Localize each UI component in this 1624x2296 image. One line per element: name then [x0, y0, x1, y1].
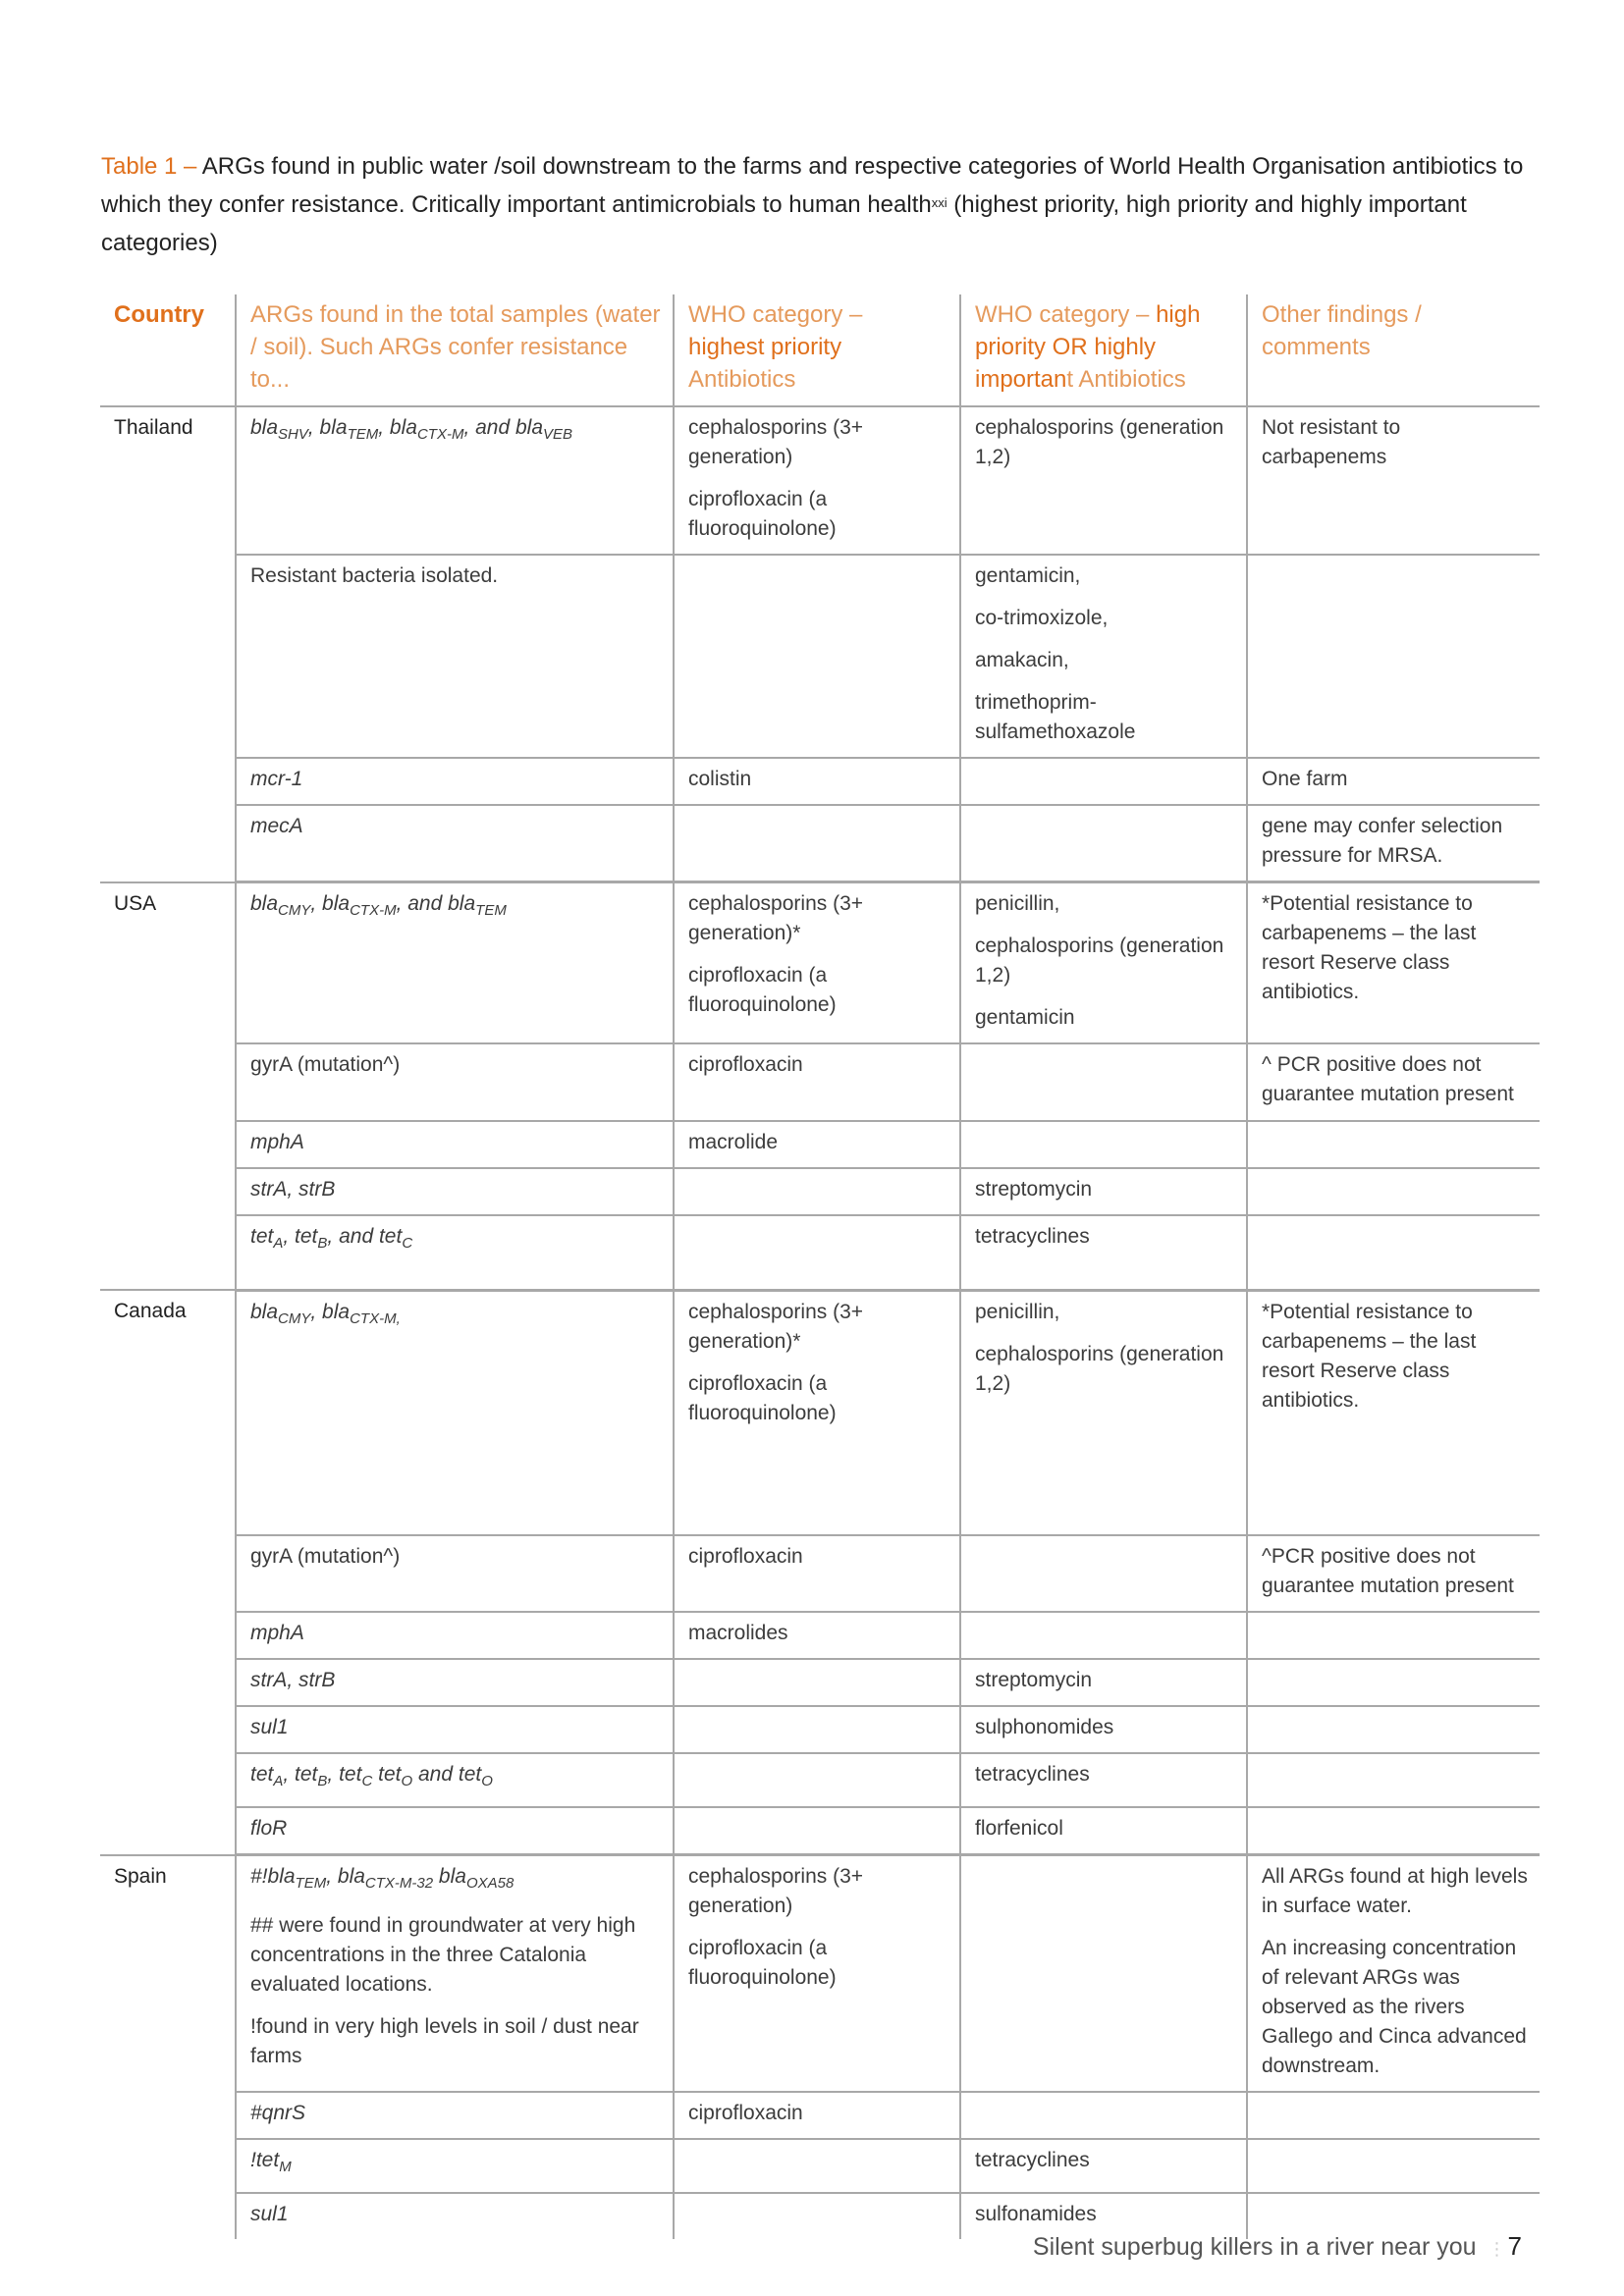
country-cell-thailand: Thailand [100, 406, 236, 882]
other-cell: All ARGs found at high levels in surface water. An increasing concentration of relevant ARGs was observed as the rivers Gallego and Cinca advanced downstream. [1247, 1855, 1540, 2093]
who-high-cell: tetracyclines [960, 1215, 1247, 1290]
who-highest-cell [674, 2139, 960, 2193]
who-highest-cell: cephalosporins (3+ generation)* ciprofloxacin (a fluoroquinolone) [674, 1290, 960, 1535]
arg-cell: gyrA (mutation^) [236, 1535, 674, 1612]
other-cell [1247, 1807, 1540, 1855]
caption-footnote-ref: xxi [931, 195, 947, 210]
other-cell: ^ PCR positive does not guarantee mutation present [1247, 1043, 1540, 1121]
country-cell-usa: USA [100, 882, 236, 1291]
arg-cell: gyrA (mutation^) [236, 1043, 674, 1121]
col-header-other: Other findings / comments [1247, 294, 1540, 406]
table-row [100, 1612, 1540, 1659]
other-cell: gene may confer selection pressure for MRSA. [1247, 805, 1540, 882]
arg-cell: tet$_A$, tet$_B$, tet$_C$ tet$_O$ and tet$_O$ [236, 1753, 674, 1807]
table-row [100, 555, 1540, 758]
table-row [100, 1855, 1540, 2093]
arg-cell: bla$_{SHV}$, bla$_{TEM}$, bla$_{CTX-M}$, and bla$_{VEB}$ [236, 406, 674, 555]
page-footer [1033, 2231, 1522, 2262]
country-cell-spain: Spain [100, 1855, 236, 2240]
table-row [100, 805, 1540, 882]
table-header-row [100, 294, 1540, 406]
arg-cell: strA, strB [236, 1168, 674, 1215]
caption-text: ARGs found in public water /soil downstream to the farms and respective categories of World Health Organisation antibiotics to which they confer resistance. Critically important antimicrobials to human health [101, 153, 1524, 218]
other-cell [1247, 2092, 1540, 2139]
who-high-cell [960, 1855, 1247, 2093]
who-high-cell [960, 2092, 1247, 2139]
who-highest-cell [674, 1168, 960, 1215]
who-highest-cell: ciprofloxacin [674, 1535, 960, 1612]
who-highest-cell: macrolide [674, 1121, 960, 1168]
other-cell [1247, 1659, 1540, 1706]
arg-cell: bla$_{CMY}$, bla$_{CTX-M,}$ [236, 1290, 674, 1535]
col-header-who-high: WHO category – high priority OR highly important Antibiotics [960, 294, 1247, 406]
arg-cell: mcr-1 [236, 758, 674, 805]
who-highest-cell: ciprofloxacin [674, 2092, 960, 2139]
who-highest-cell: macrolides [674, 1612, 960, 1659]
table-row [100, 1043, 1540, 1121]
caption-label: Table 1 – [101, 153, 197, 180]
arg-cell: sul1 [236, 1706, 674, 1753]
table-row [100, 1807, 1540, 1855]
other-cell: Not resistant to carbapenems [1247, 406, 1540, 555]
other-cell: *Potential resistance to carbapenems – the last resort Reserve class antibiotics. [1247, 882, 1540, 1044]
who-high-cell: sulfonamides [960, 2193, 1247, 2239]
table-row [100, 1215, 1540, 1290]
col-header-country: Country [100, 294, 236, 406]
who-highest-cell [674, 1215, 960, 1290]
who-highest-cell [674, 555, 960, 758]
arg-cell: !tet$_M$ [236, 2139, 674, 2193]
who-highest-cell [674, 1753, 960, 1807]
who-highest-cell: ciprofloxacin [674, 1043, 960, 1121]
who-high-cell: penicillin, cephalosporins (generation 1,2) gentamicin [960, 882, 1247, 1044]
arg-cell: mecA [236, 805, 674, 882]
who-high-cell: cephalosporins (generation 1,2) [960, 406, 1247, 555]
arg-cell: mphA [236, 1121, 674, 1168]
who-highest-cell [674, 1807, 960, 1855]
table-caption [101, 147, 1535, 262]
table-row [100, 2139, 1540, 2193]
arg-cell: sul1 [236, 2193, 674, 2239]
other-cell [1247, 1753, 1540, 1807]
who-highest-cell [674, 1659, 960, 1706]
other-cell: ^PCR positive does not guarantee mutation present [1247, 1535, 1540, 1612]
who-high-cell [960, 1612, 1247, 1659]
who-high-cell: florfenicol [960, 1807, 1247, 1855]
col-header-who-highest: WHO category – highest priority Antibiotics [674, 294, 960, 406]
arg-cell: mphA [236, 1612, 674, 1659]
who-highest-cell: cephalosporins (3+ generation)* ciprofloxacin (a fluoroquinolone) [674, 882, 960, 1044]
who-highest-cell: cephalosporins (3+ generation) ciprofloxacin (a fluoroquinolone) [674, 1855, 960, 2093]
arg-cell: Resistant bacteria isolated. [236, 555, 674, 758]
country-cell-canada: Canada [100, 1290, 236, 1855]
who-high-cell: tetracyclines [960, 2139, 1247, 2193]
other-cell [1247, 1706, 1540, 1753]
page-number: 7 [1507, 2231, 1522, 2261]
who-highest-cell: colistin [674, 758, 960, 805]
other-cell [1247, 1612, 1540, 1659]
who-highest-cell: cephalosporins (3+ generation) ciprofloxacin (a fluoroquinolone) [674, 406, 960, 555]
who-high-cell: penicillin, cephalosporins (generation 1,2) [960, 1290, 1247, 1535]
table-row [100, 1706, 1540, 1753]
who-high-cell [960, 805, 1247, 882]
who-high-cell [960, 1121, 1247, 1168]
other-cell: One farm [1247, 758, 1540, 805]
footer-separator-icon: ⋮ [1488, 2239, 1506, 2259]
who-highest-cell [674, 1706, 960, 1753]
who-high-cell: gentamicin, co-trimoxizole, amakacin, trimethoprim-sulfamethoxazole [960, 555, 1247, 758]
arg-cell: tet$_A$, tet$_B$, and tet$_C$ [236, 1215, 674, 1290]
other-cell [1247, 1215, 1540, 1290]
who-high-cell [960, 1043, 1247, 1121]
who-high-cell: tetracyclines [960, 1753, 1247, 1807]
footer-title: Silent superbug killers in a river near you [1032, 2233, 1477, 2261]
other-cell: *Potential resistance to carbapenems – the last resort Reserve class antibiotics. [1247, 1290, 1540, 1535]
table-row [100, 1168, 1540, 1215]
arg-cell: #qnrS [236, 2092, 674, 2139]
table-row [100, 882, 1540, 1044]
who-high-cell: streptomycin [960, 1659, 1247, 1706]
arg-cell: bla$_{CMY}$, bla$_{CTX-M}$, and bla$_{TEM}$ [236, 882, 674, 1044]
col-header-args: ARGs found in the total samples (water / soil). Such ARGs confer resistance to... [236, 294, 674, 406]
arg-cell: #!bla$_{TEM}$, bla$_{CTX-M-32}$ bla$_{OXA58}$ ## were found in groundwater at very high concentrations in the three Catalonia evaluated locations. !found in very high levels in soil / dust near farms [236, 1855, 674, 2093]
table-row [100, 1535, 1540, 1612]
arg-cell: floR [236, 1807, 674, 1855]
table-row [100, 1753, 1540, 1807]
who-highest-cell [674, 2193, 960, 2239]
table-row [100, 406, 1540, 555]
arg-cell: strA, strB [236, 1659, 674, 1706]
other-cell [1247, 1168, 1540, 1215]
who-high-cell: sulphonomides [960, 1706, 1247, 1753]
who-high-cell [960, 758, 1247, 805]
who-high-cell [960, 1535, 1247, 1612]
args-table [100, 294, 1540, 2239]
other-cell [1247, 1121, 1540, 1168]
table-row [100, 758, 1540, 805]
other-cell [1247, 2139, 1540, 2193]
table-row [100, 2092, 1540, 2139]
who-high-cell: streptomycin [960, 1168, 1247, 1215]
who-highest-cell [674, 805, 960, 882]
table-row [100, 1121, 1540, 1168]
other-cell [1247, 555, 1540, 758]
table-row [100, 1290, 1540, 1535]
caption-text-end: (highest priority, high priority and highly important categories) [101, 191, 1467, 256]
table-row [100, 1659, 1540, 1706]
